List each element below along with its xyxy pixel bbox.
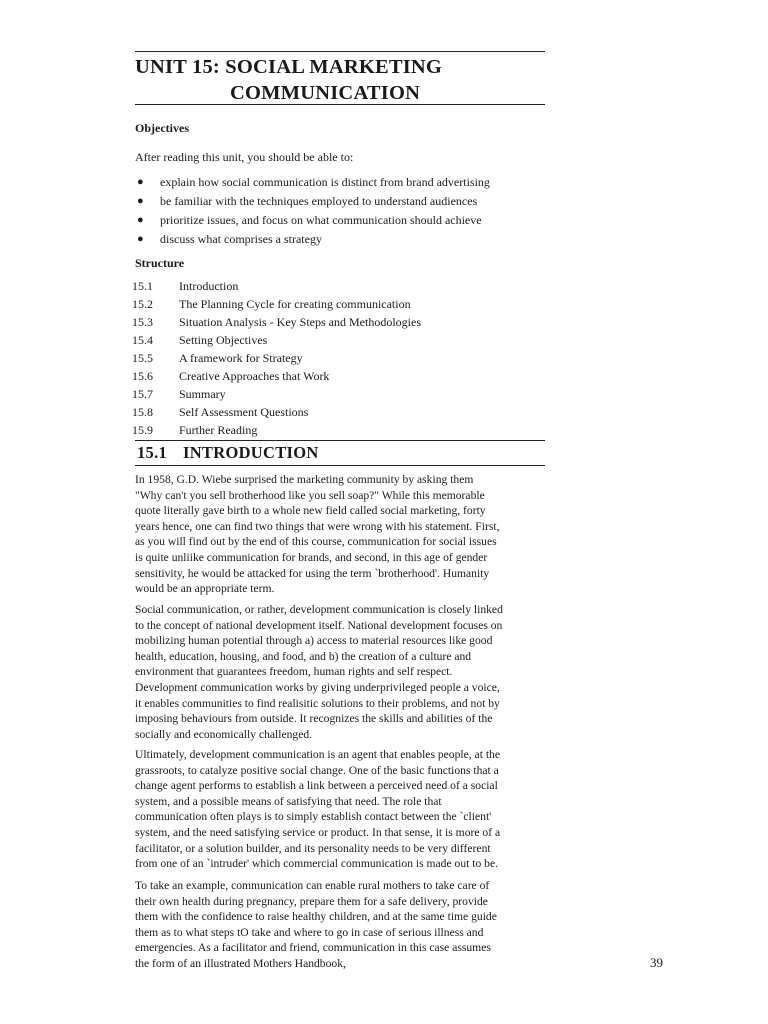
paragraph: Ultimately, development communication is an agent that enables people, at the grassroots, to catalyze positive social change. One of the basic functions that a change agent performs to establish a link between a perceived need of a social system, and a possible means of satisfying that need. The role that communication often plays is to simply establish contact between the `client' system, and the need satisfying service or product. In that sense, it is more of a facilitator, or a solution builder, and its personality needs to be very different from one of an `intruder' which commercial communication is made out to be.: [135, 748, 501, 871]
unit-title: [135, 54, 545, 106]
objective-item: ● discuss what comprises a strategy: [135, 230, 490, 249]
objective-item: ● explain how social communication is distinct from brand advertising: [135, 173, 490, 192]
bullet-icon: ●: [137, 214, 144, 226]
title-bottom-rule: [135, 104, 545, 105]
bullet-icon: ●: [137, 233, 144, 245]
objectives-heading: Objectives: [135, 121, 189, 135]
bullet-icon: ●: [137, 176, 144, 188]
section-bottom-rule: [135, 465, 545, 466]
paragraph: Social communication, or rather, development communication is closely linked to the concept of national development itself. National development focuses on mobilizing human potential through a) access to material resources like good health, education, housing, and food, and b) the creation of a culture and environment that guarantees freedom, human rights and self respect. Development communication works by giving underprivileged people a voice, it enables communities to find realisitic solutions to their problems, and not by imposing behaviours from outside. It recognizes the skills and abilities of the socially and economically challenged.: [135, 603, 503, 741]
objective-item: ● prioritize issues, and focus on what communication should achieve: [135, 211, 490, 230]
section-heading: [137, 443, 319, 463]
bullet-icon: ●: [137, 195, 144, 207]
page-number: 39: [650, 955, 663, 970]
paragraph: In 1958, G.D. Wiebe surprised the marketing community by asking them "Why can't you sell brotherhood like you sell soap?" While this memorable quote literally gave birth to a whole new field called social marketing, forty years hence, one can find two things that were wrong with his statement. First, as you will find out by the end of this course, communication for social issues is quite unliike communication for brands, and second, in this age of gender sensitivity, he would be attacked for using the term `brotherhood'. Humanity would be an appropriate term.: [135, 473, 500, 596]
objective-item: ● be familiar with the techniques employed to understand audiences: [135, 192, 490, 211]
section-title: INTRODUCTION: [183, 443, 319, 462]
structure-heading: Structure: [135, 256, 185, 270]
objectives-intro: After reading this unit, you should be able to:: [135, 150, 354, 164]
section-number: 15.1: [137, 443, 168, 462]
title-top-rule: [135, 51, 545, 52]
section-top-rule: [135, 440, 545, 441]
unit-title-line1: UNIT 15: SOCIAL MARKETING: [135, 56, 443, 78]
objectives-list: [135, 173, 490, 249]
unit-title-line2: COMMUNICATION: [230, 82, 421, 104]
paragraph: To take an example, communication can enable rural mothers to take care of their own health during pregnancy, prepare them for a safe delivery, provide them with the confidence to raise healthy children, and at the same time guide them as to what steps tO take and where to go in case of serious illness and emergencies. As a facilitator and friend, communication in this case assumes the form of an illustrated Mothers Handbook,: [135, 879, 497, 970]
